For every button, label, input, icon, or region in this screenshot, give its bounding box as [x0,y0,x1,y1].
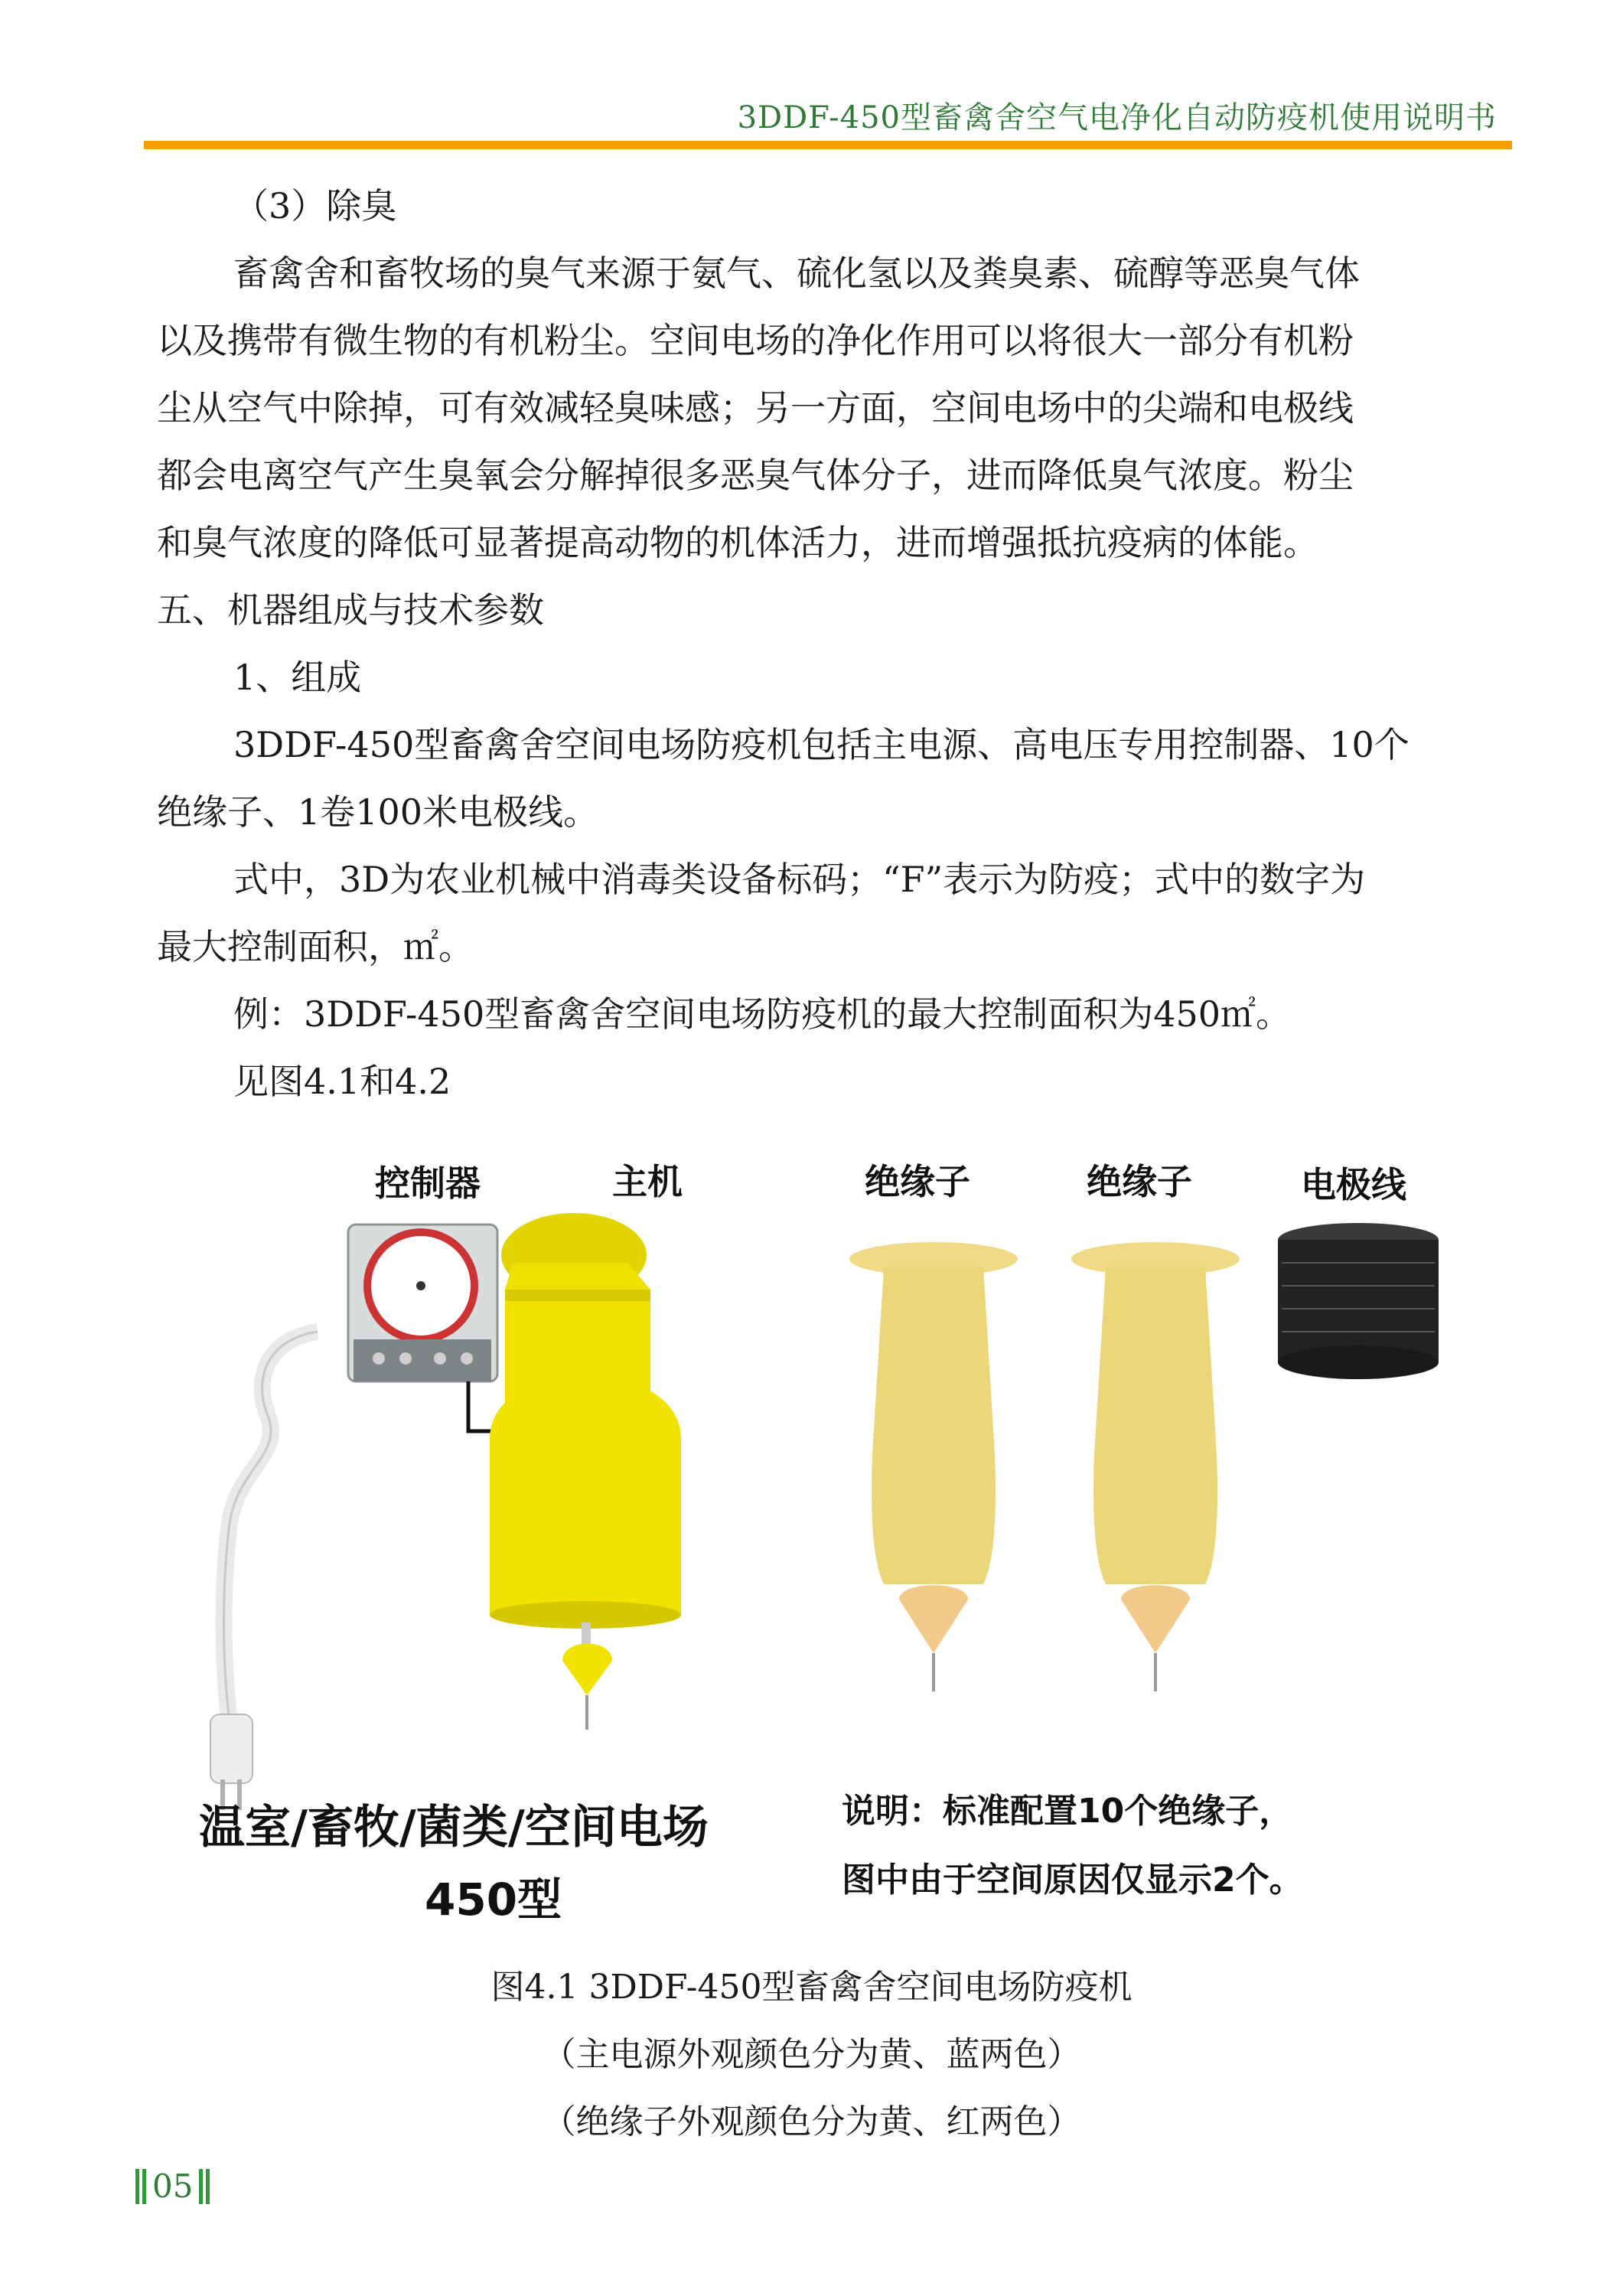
label-insulator-1: 绝缘子 [865,1161,970,1202]
product-figure [153,1125,1500,1936]
label-controller: 控制器 [375,1163,481,1204]
note-line-2: 图中由于空间原因仅显示2个。 [842,1861,1303,1900]
insulator-icon [849,1242,1018,1691]
section-heading: 五、机器组成与技术参数 [157,589,544,631]
main-unit-icon [490,1213,681,1730]
power-cord-icon [210,1332,318,1810]
paragraph-line: 畜禽舍和畜牧场的臭气来源于氨气、硫化氢以及粪臭素、硫醇等恶臭气体 [233,253,1360,294]
paragraph-line: 例：3DDF-450型畜禽舍空间电场防疫机的最大控制面积为450㎡。 [233,993,1292,1035]
header-title: 3DDF-450型畜禽舍空气电净化自动防疫机使用说明书 [737,100,1497,135]
label-main-unit: 主机 [612,1161,683,1202]
paragraph-line: 最大控制面积，㎡。 [157,926,474,967]
note-line-1: 说明：标准配置10个绝缘子， [842,1792,1293,1831]
paragraph-line: 绝缘子、1卷100米电极线。 [157,791,599,833]
figure-caption: 图4.1 3DDF-450型畜禽舍空间电场防疫机 [490,1968,1133,2007]
heading-deodorize: （3）除臭 [233,185,397,227]
label-insulator-2: 绝缘子 [1087,1161,1192,1202]
page-bar-icon [206,2169,210,2204]
figure-caption-note: （绝缘子外观颜色分为黄、红两色） [542,2102,1081,2141]
paragraph-line: 都会电离空气产生臭氧会分解掉很多恶臭气体分子，进而降低臭气浓度。粉尘 [157,455,1354,496]
label-electrode-wire: 电极线 [1301,1164,1406,1205]
page-number-text: 05 [152,2167,194,2205]
paragraph-line: 式中，3D为农业机械中消毒类设备标码；“F”表示为防疫；式中的数字为 [233,859,1366,900]
paragraph-line: 和臭气浓度的降低可显著提高动物的机体活力，进而增强抵抗疫病的体能。 [157,522,1318,563]
product-line-1: 温室/畜牧/菌类/空间电场 [199,1801,709,1854]
page-bar-icon [199,2169,203,2204]
figure-caption-note: （主电源外观颜色分为黄、蓝两色） [542,2035,1081,2074]
insulator-icon [1071,1242,1240,1691]
body-text [157,172,1504,1115]
header-rule [144,141,1512,149]
paragraph-line: 3DDF-450型畜禽舍空间电场防疫机包括主电源、高电压专用控制器、10个 [233,724,1410,765]
page-bar-icon [142,2169,146,2204]
paragraph-line: 见图4.1和4.2 [233,1061,451,1102]
paragraph-line: 以及携带有微生物的有机粉尘。空间电场的净化作用可以将很大一部分有机粉 [157,320,1354,361]
paragraph-line: 尘从空气中除掉，可有效减轻臭味感；另一方面，空间电场中的尖端和电极线 [157,387,1354,429]
wire-spool-icon [1278,1223,1439,1379]
page-bar-icon [135,2169,139,2204]
subsection-heading: 1、组成 [233,657,362,698]
product-line-2: 450型 [425,1874,562,1926]
page-number [134,2167,211,2205]
